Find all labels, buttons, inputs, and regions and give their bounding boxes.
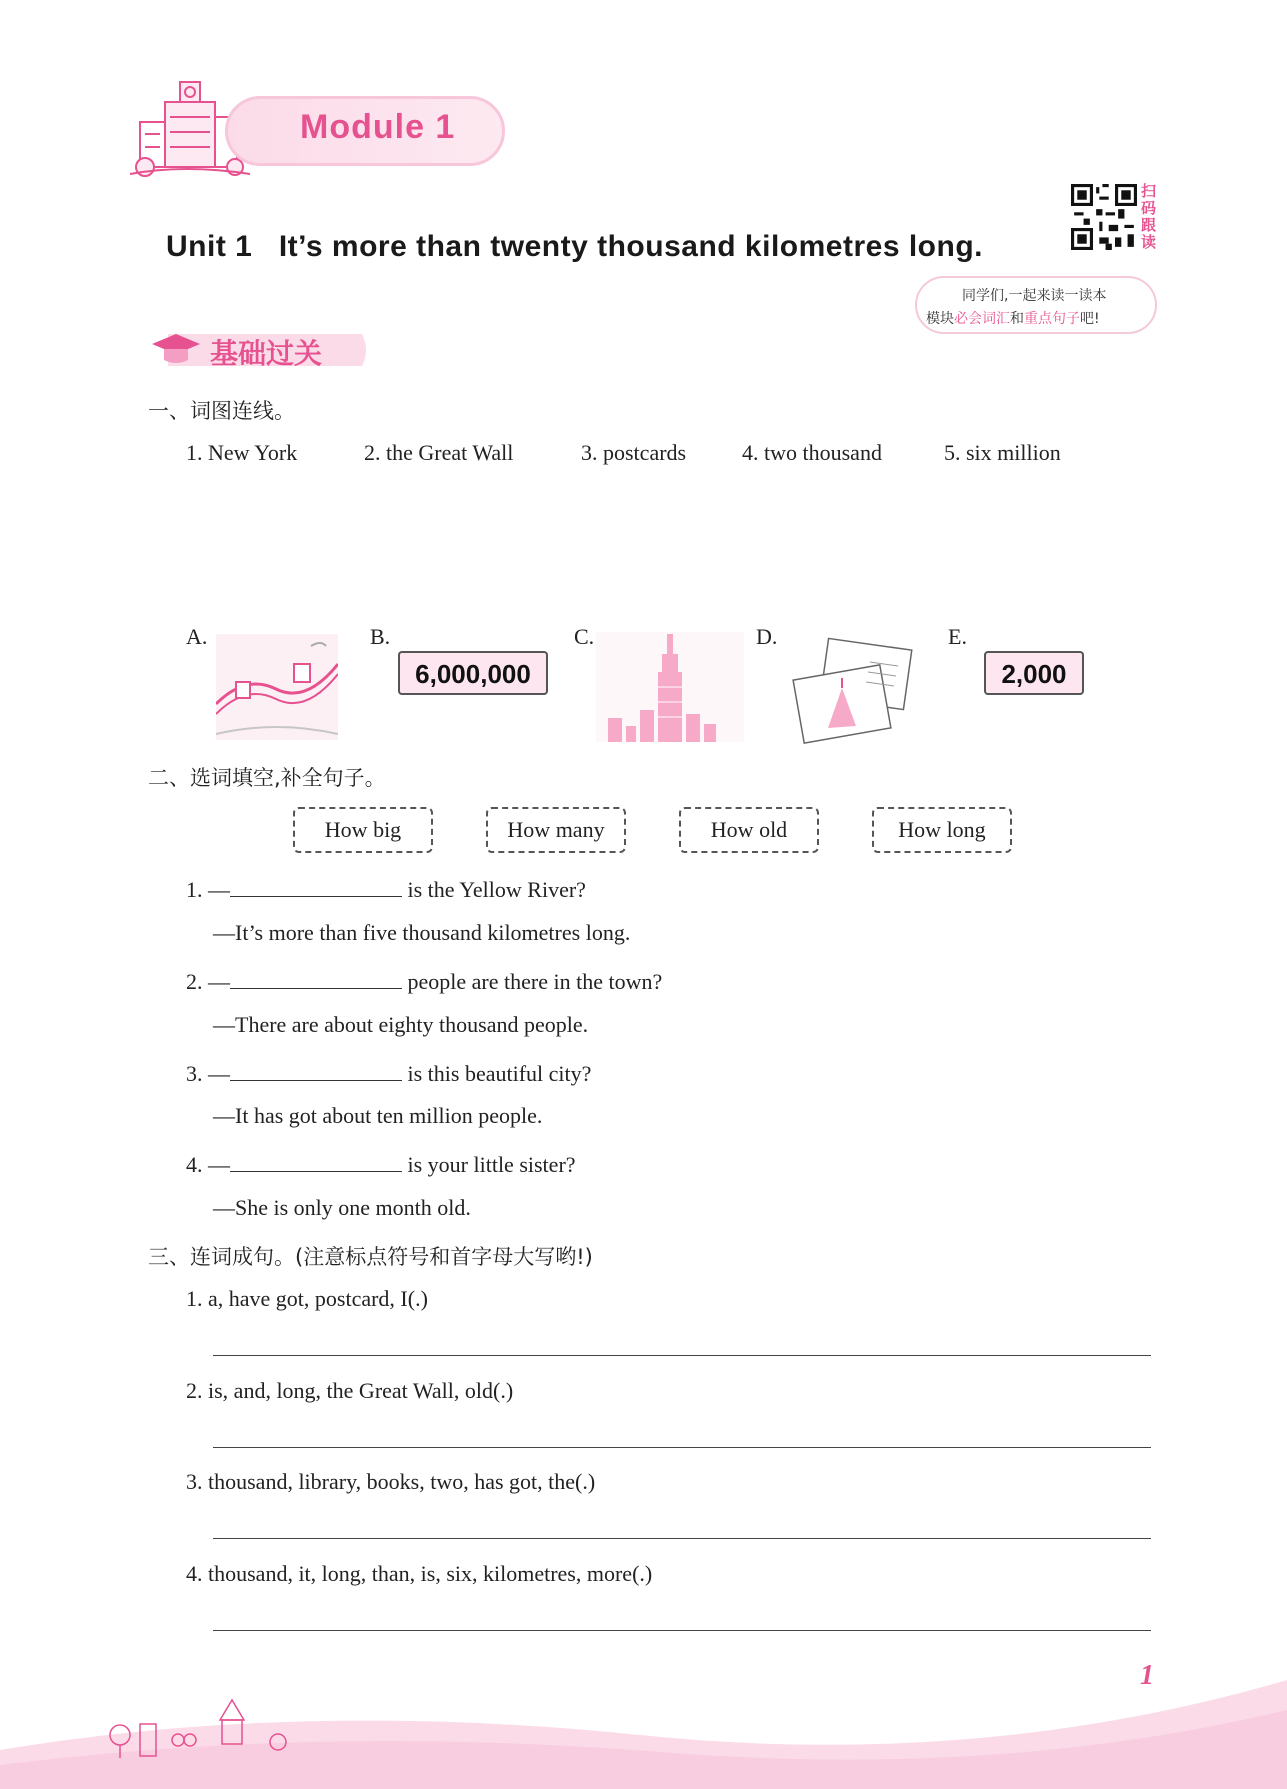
section-title: 基础过关: [210, 337, 323, 370]
picture-letter-b: B.: [370, 624, 391, 649]
answer-line-4[interactable]: [213, 1630, 1151, 1631]
match-word-3: 3. postcards: [581, 440, 687, 465]
question-text: people are there in the town?: [402, 969, 663, 994]
bubble-text: 模块: [926, 311, 954, 327]
bubble-line-1: 同学们,一起来读一读本: [962, 288, 1107, 304]
module-title: Module 1: [300, 108, 456, 146]
answer-line-3[interactable]: [213, 1538, 1151, 1539]
word-option-how-many: How many: [486, 807, 626, 853]
number-box-six-million: 6,000,000: [398, 651, 548, 695]
word-order-item-2: 2. is, and, long, the Great Wall, old(.): [186, 1378, 514, 1403]
unit-title: Unit 1 It’s more than twenty thousand kilometres long.: [166, 230, 983, 263]
fill-question-3: [186, 1058, 591, 1087]
qr-code-icon[interactable]: [1071, 184, 1137, 250]
picture-letter-e: E.: [948, 624, 967, 649]
question-3-heading: 三、连词成句。(注意标点符号和首字母大写哟!): [148, 1245, 593, 1269]
number-box-two-thousand: 2,000: [984, 651, 1084, 695]
bubble-text: 和: [1010, 311, 1024, 327]
word-option-how-big: How big: [293, 807, 433, 853]
answer-blank-3[interactable]: [230, 1058, 402, 1081]
fill-answer-1: —It’s more than five thousand kilometres long.: [213, 920, 631, 945]
fill-answer-4: —She is only one month old.: [213, 1195, 471, 1220]
qr-scan-label: 扫码跟读: [1141, 182, 1157, 251]
picture-letter-a: A.: [186, 624, 208, 649]
question-text: is the Yellow River?: [402, 877, 586, 902]
postcards-picture: [790, 636, 920, 750]
question-text: is your little sister?: [402, 1152, 576, 1177]
fill-question-4: [186, 1149, 576, 1178]
fill-answer-3: —It has got about ten million people.: [213, 1103, 543, 1128]
answer-line-2[interactable]: [213, 1447, 1151, 1448]
skyscraper-picture: [596, 632, 744, 742]
bubble-keyword-sentences: 重点句子: [1024, 311, 1080, 327]
bubble-text: 吧!: [1080, 311, 1100, 327]
question-1-heading: 一、词图连线。: [148, 399, 295, 423]
answer-blank-4[interactable]: [230, 1149, 402, 1172]
word-order-item-4: 4. thousand, it, long, than, is, six, kilometres, more(.): [186, 1561, 653, 1586]
item-number: 1. —: [186, 877, 230, 902]
picture-letter-c: C.: [574, 624, 595, 649]
footer-wave-decoration: [0, 1640, 1287, 1789]
word-order-item-1: 1. a, have got, postcard, I(.): [186, 1286, 428, 1311]
match-word-1: 1. New York: [186, 440, 298, 465]
question-2-heading: 二、选词填空,补全句子。: [148, 766, 386, 790]
match-word-2: 2. the Great Wall: [364, 440, 514, 465]
fill-question-1: [186, 874, 586, 903]
bubble-line-2: [926, 308, 1100, 328]
word-order-item-3: 3. thousand, library, books, two, has got, the(.): [186, 1469, 596, 1494]
item-number: 2. —: [186, 969, 230, 994]
word-option-how-old: How old: [679, 807, 819, 853]
picture-letter-d: D.: [756, 624, 778, 649]
word-option-how-long: How long: [872, 807, 1012, 853]
question-text: is this beautiful city?: [402, 1061, 592, 1086]
bubble-keyword-vocab: 必会词汇: [954, 311, 1010, 327]
answer-blank-2[interactable]: [230, 966, 402, 989]
answer-blank-1[interactable]: [230, 874, 402, 897]
match-word-5: 5. six million: [944, 440, 1061, 465]
fill-answer-2: —There are about eighty thousand people.: [213, 1012, 589, 1037]
fill-question-2: [186, 966, 662, 995]
item-number: 4. —: [186, 1152, 230, 1177]
answer-line-1[interactable]: [213, 1355, 1151, 1356]
match-word-4: 4. two thousand: [742, 440, 882, 465]
item-number: 3. —: [186, 1061, 230, 1086]
great-wall-picture: [216, 634, 338, 740]
page-number: 1: [1140, 1660, 1154, 1691]
